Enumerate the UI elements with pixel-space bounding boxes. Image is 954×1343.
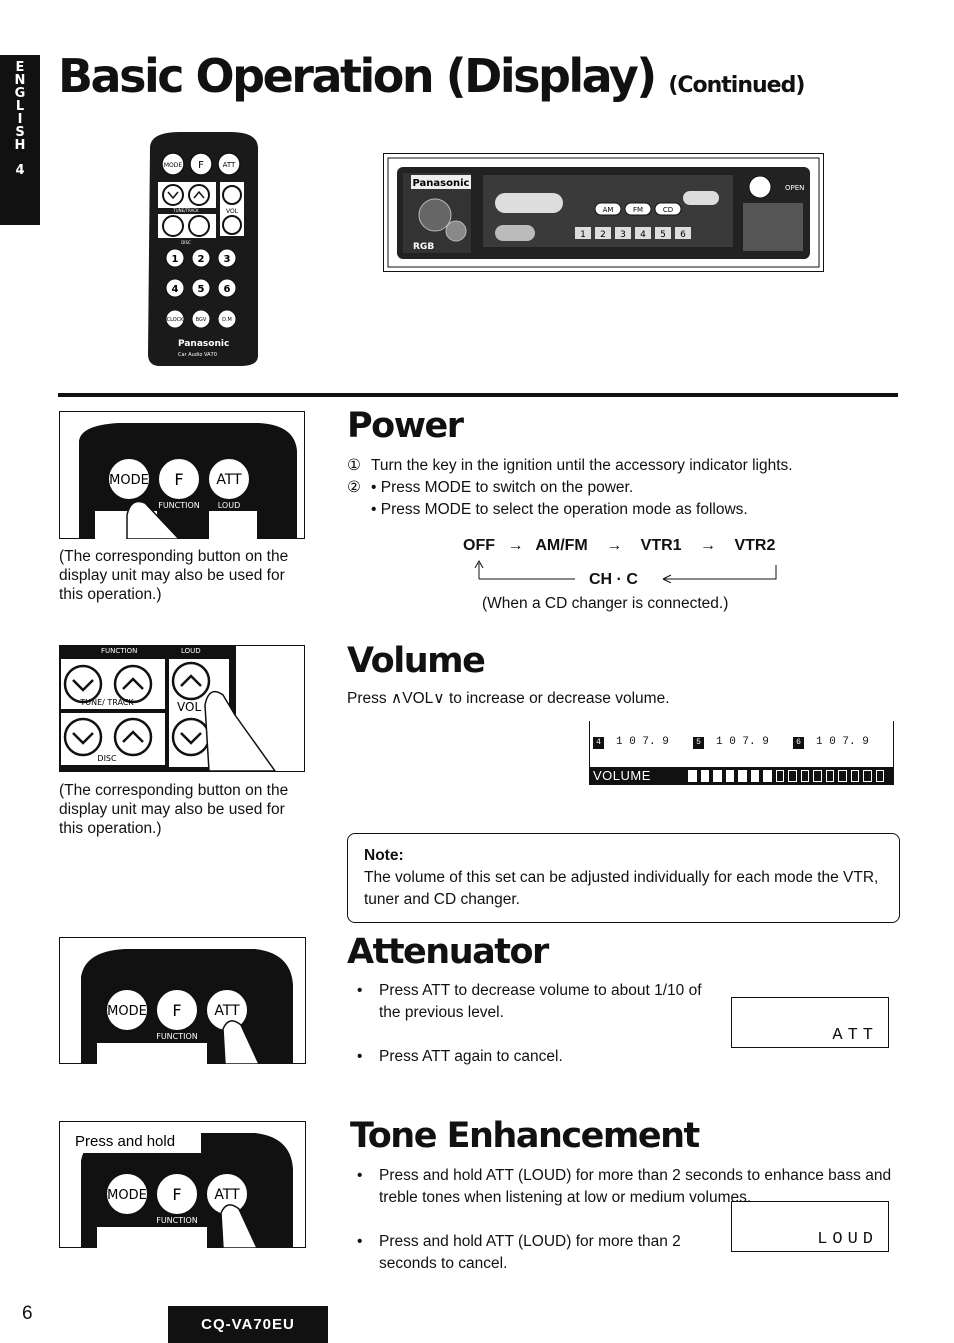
volume-segment (751, 770, 760, 782)
volume-tune-label: TUNE/ TRACK (80, 698, 134, 707)
remote-tune-label: TUNE/TRACK (173, 208, 199, 213)
volume-up-button (173, 663, 209, 699)
head-unit-rgb-label: RGB (413, 242, 435, 252)
remote-brand-logo: Panasonic (178, 339, 230, 349)
remote-f-label: F (198, 160, 204, 171)
power-caption: (The corresponding button on the display unit may also be used for this operation.) (59, 548, 289, 603)
loud-lcd-text: LOUD (817, 1230, 878, 1249)
mode-chc: CH · C (589, 571, 638, 588)
volume-segment (688, 770, 697, 782)
page-subtitle: (Continued) (668, 73, 805, 98)
attenuator-bullet-1: • Press ATT to decrease volume to about 1/10 of the previous level. (357, 982, 702, 1021)
volume-segment (738, 770, 747, 782)
remote-preset-1-label: 1 (171, 254, 179, 265)
svg-text:4: 4 (640, 230, 646, 240)
volume-segment (838, 770, 847, 782)
attenuator-photo (59, 937, 306, 1064)
remote-mode-label: MODE (163, 162, 183, 169)
volume-segment (801, 770, 810, 782)
head-unit-illustration (383, 153, 824, 273)
volume-function-label: FUNCTION (101, 647, 138, 655)
channel-badge: 6 (793, 737, 804, 749)
power-att-label: ATT (216, 472, 242, 488)
volume-bar (589, 767, 894, 785)
volume-segment (851, 770, 860, 782)
mode-flow-diagram (463, 537, 823, 587)
volume-tune-up-button (115, 666, 151, 702)
attenuator-bullets (357, 980, 717, 1068)
remote-preset-5-label: 5 (197, 284, 205, 295)
volume-loud-label: LOUD (181, 647, 201, 655)
head-unit-open-button (749, 176, 771, 198)
svg-text:1: 1 (580, 230, 586, 240)
remote-clock-label: CLOCK (166, 317, 184, 323)
volume-disc-label: DISC (97, 754, 117, 763)
press-and-hold-label: Press and hold (75, 1133, 176, 1150)
volume-segment (763, 770, 772, 782)
att-lcd-display (731, 997, 889, 1048)
remote-tune-down-button (163, 185, 183, 205)
power-photo (59, 411, 305, 539)
remote-model-line: Car Audio VA70 (178, 352, 217, 358)
frequency-readout: 1 0 7. 9 (616, 736, 669, 748)
svg-text:5: 5 (660, 230, 666, 240)
power-f-label: F (174, 470, 184, 489)
volume-segment (776, 770, 785, 782)
remote-bgv-label: BGV (195, 317, 207, 323)
volume-segment (826, 770, 835, 782)
head-unit-am-label: AM (602, 206, 614, 214)
head-unit-cd-label: CD (662, 206, 674, 214)
volume-bar-label: VOLUME (593, 768, 651, 783)
volume-segment (713, 770, 722, 782)
mode-off: OFF (463, 537, 495, 554)
language-tab-number: 4 (15, 163, 25, 178)
volume-level-segments (687, 770, 887, 782)
page-title: Basic Operation (Display) (Continued) (58, 49, 805, 103)
att-mode-label: MODE (107, 1004, 147, 1019)
remote-vol-up-button (223, 186, 241, 204)
tone-bullet-2: • Press and hold ATT (LOUD) for more than 2 seconds to cancel. (357, 1233, 681, 1272)
head-unit-fm-label: FM (632, 206, 644, 214)
volume-disc-up-button (115, 719, 151, 755)
volume-segment (701, 770, 710, 782)
volume-caption: (The corresponding button on the display unit may also be used for this operation.) (59, 782, 289, 837)
power-heading: Power (347, 406, 463, 446)
section-divider (58, 393, 898, 397)
mode-vtr1: VTR1 (640, 537, 682, 554)
loud-lcd-display (731, 1201, 889, 1252)
remote-disc-label: DISC (181, 240, 191, 245)
volume-frequency-row (593, 737, 889, 753)
tone-function-label: FUNCTION (156, 1216, 198, 1225)
frequency-readout: 1 0 7. 9 (716, 736, 769, 748)
volume-photo (59, 645, 305, 772)
remote-tune-up-button (189, 185, 209, 205)
remote-vol-label: VOL (225, 208, 239, 215)
svg-text:3: 3 (620, 230, 626, 240)
mode-amfm: AM/FM (535, 537, 588, 554)
remote-preset-6-label: 6 (223, 284, 231, 295)
mode-vtr2: VTR2 (734, 537, 776, 554)
tone-heading: Tone Enhancement (350, 1116, 699, 1156)
power-mode-label: MODE (109, 473, 149, 488)
page-number: 6 (22, 1303, 33, 1324)
power-loud-label: LOUD (217, 501, 241, 510)
volume-segment (813, 770, 822, 782)
volume-segment (876, 770, 885, 782)
volume-segment (726, 770, 735, 782)
attenuator-bullet-2: • Press ATT again to cancel. (357, 1048, 563, 1065)
volume-down-button (173, 719, 209, 755)
att-f-label: F (172, 1001, 182, 1020)
tone-mode-label: MODE (107, 1188, 147, 1203)
mode-flow-row: OFF → AM/FM → VTR1 → VTR2 (463, 537, 776, 554)
power-step-2: ② • Press MODE to switch on the power. (347, 479, 634, 496)
remote-vol-down-button (223, 216, 241, 234)
att-att-label: ATT (214, 1003, 240, 1019)
note-box (347, 833, 900, 923)
volume-segment (863, 770, 872, 782)
power-step-2b: • Press MODE to select the operation mode as follows. (371, 501, 748, 518)
volume-display-panel (589, 721, 894, 785)
channel-badge: 4 (593, 737, 604, 749)
channel-badge: 5 (693, 737, 704, 749)
remote-disc-down-button (163, 216, 183, 236)
head-unit-brand: Panasonic (412, 178, 470, 189)
head-unit-open-label: OPEN (785, 184, 805, 192)
volume-segment (788, 770, 797, 782)
tone-bullet-1: • Press and hold ATT (LOUD) for more than 2 seconds to enhance bass and treble tones when listening at low or medium volumes. (357, 1167, 892, 1206)
volume-vol-label: VOL (177, 700, 202, 714)
volume-heading: Volume (347, 641, 485, 681)
attenuator-heading: Attenuator (347, 932, 548, 972)
svg-text:6: 6 (680, 230, 686, 240)
language-letters: E N G L I S H (14, 60, 26, 153)
head-unit-tune-button (495, 193, 563, 213)
remote-preset-4-label: 4 (171, 284, 179, 295)
volume-tune-down-button (65, 666, 101, 702)
mode-flow-note: (When a CD changer is connected.) (482, 595, 729, 612)
remote-dm-label: D.M (222, 317, 232, 323)
att-function-label: FUNCTION (156, 1032, 198, 1041)
volume-text: Press ∧VOL∨ to increase or decrease volume. (347, 690, 670, 707)
tone-photo (59, 1121, 306, 1248)
remote-control-illustration (140, 128, 270, 368)
frequency-readout: 1 0 7. 9 (816, 736, 869, 748)
power-step-1: ① Turn the key in the ignition until the accessory indicator lights. (347, 457, 793, 474)
remote-preset-2-label: 2 (197, 254, 205, 265)
model-number-badge: CQ-VA70EU (168, 1306, 328, 1343)
svg-text:2: 2 (600, 230, 606, 240)
note-label: Note: (364, 847, 404, 864)
tone-bullet-2-wrap (357, 1231, 717, 1275)
remote-disc-up-button (189, 216, 209, 236)
note-text: The volume of this set can be adjusted individually for each mode the VTR, tuner and CD changer. (364, 869, 879, 908)
att-lcd-text: ATT (832, 1026, 878, 1045)
remote-preset-3-label: 3 (223, 254, 231, 265)
tone-att-label: ATT (214, 1187, 240, 1203)
power-function-label: FUNCTION (158, 501, 200, 510)
tone-f-label: F (172, 1185, 182, 1204)
language-tab (0, 55, 40, 225)
power-steps (347, 455, 887, 521)
remote-att-label: ATT (222, 161, 236, 169)
head-unit-volume-knob (419, 199, 451, 231)
volume-disc-down-button (65, 719, 101, 755)
